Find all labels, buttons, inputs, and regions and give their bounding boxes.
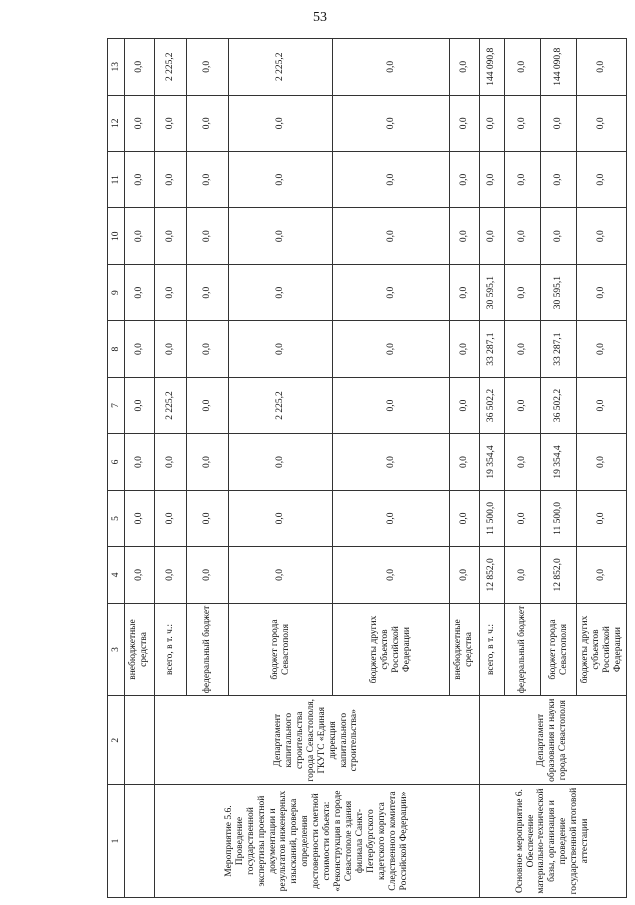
value-cell: 11 500,0: [479, 490, 504, 546]
value-cell: 0,0: [154, 547, 186, 603]
value-cell: 0,0: [186, 39, 228, 96]
value-cell: 2 225,2: [229, 39, 333, 96]
value-cell: 0,0: [154, 95, 186, 151]
value-cell: 0,0: [333, 377, 450, 433]
value-cell: 2 225,2: [154, 377, 186, 433]
value-cell: 30 595,1: [541, 264, 577, 320]
value-cell: 0,0: [186, 152, 228, 208]
executor-cell: Департамент капитального строительства города Севастополя, ГКУГС «Единая дирекция капитального строительства»: [154, 696, 479, 785]
value-cell: 0,0: [333, 39, 450, 96]
source-cell: всего, в т. ч.:: [154, 603, 186, 696]
value-cell: 0,0: [577, 377, 627, 433]
source-cell: внебюджетные средства: [449, 603, 479, 696]
value-cell: 0,0: [333, 547, 450, 603]
value-cell: 12 852,0: [541, 547, 577, 603]
value-cell: 0,0: [449, 321, 479, 377]
source-cell: бюджеты других субъектов Российской Федерации: [333, 603, 450, 696]
value-cell: 19 354,4: [541, 434, 577, 490]
value-cell: 0,0: [505, 377, 541, 433]
col-header: 7: [108, 377, 125, 433]
col-header: 3: [108, 603, 125, 696]
value-cell: 0,0: [154, 208, 186, 264]
value-cell: 0,0: [479, 152, 504, 208]
value-cell: 0,0: [577, 95, 627, 151]
col-header: 4: [108, 547, 125, 603]
value-cell: 0,0: [186, 377, 228, 433]
value-cell: 30 595,1: [479, 264, 504, 320]
value-cell: 0,0: [125, 490, 155, 546]
value-cell: 0,0: [449, 39, 479, 96]
value-cell: 0,0: [577, 208, 627, 264]
value-cell: 0,0: [229, 547, 333, 603]
source-cell: бюджеты других субъектов Российской Федерации: [577, 603, 627, 696]
value-cell: 0,0: [186, 95, 228, 151]
value-cell: 0,0: [333, 264, 450, 320]
value-cell: 0,0: [333, 152, 450, 208]
source-cell: бюджет города Севастополя: [229, 603, 333, 696]
value-cell: 0,0: [125, 39, 155, 96]
value-cell: 0,0: [449, 547, 479, 603]
value-cell: 0,0: [505, 39, 541, 96]
value-cell: 144 090,8: [541, 39, 577, 96]
value-cell: 11 500,0: [541, 490, 577, 546]
value-cell: 36 502,2: [479, 377, 504, 433]
value-cell: 0,0: [541, 95, 577, 151]
col-header: 9: [108, 264, 125, 320]
value-cell: 0,0: [449, 434, 479, 490]
value-cell: 0,0: [505, 264, 541, 320]
value-cell: 0,0: [449, 490, 479, 546]
value-cell: 0,0: [577, 152, 627, 208]
value-cell: 0,0: [186, 547, 228, 603]
value-cell: 0,0: [125, 264, 155, 320]
value-cell: 144 090,8: [479, 39, 504, 96]
value-cell: 0,0: [505, 547, 541, 603]
value-cell: 0,0: [577, 264, 627, 320]
activity-name-cell: Мероприятие 5.6. Проведение государственной экспертизы проектной документации и результатов инженерных изысканий, проверка определения достоверности сметной стоимости объекта: «Реконструкция в городе Севастополе здания филиала Санкт-Петербургского кадетского корпуса Следственного комитета Российской Федерации»: [154, 785, 479, 898]
rotated-table-container: [107, 38, 627, 898]
value-cell: 0,0: [505, 208, 541, 264]
value-cell: 0,0: [125, 547, 155, 603]
source-cell: федеральный бюджет: [186, 603, 228, 696]
value-cell: 0,0: [229, 264, 333, 320]
value-cell: 0,0: [333, 208, 450, 264]
value-cell: 0,0: [229, 208, 333, 264]
value-cell: 0,0: [154, 321, 186, 377]
table-row: [125, 39, 155, 898]
value-cell: 0,0: [479, 95, 504, 151]
col-header: 5: [108, 490, 125, 546]
value-cell: 2 225,2: [229, 377, 333, 433]
source-cell: всего, в т. ч.:: [479, 603, 504, 696]
value-cell: 0,0: [229, 152, 333, 208]
value-cell: 0,0: [186, 264, 228, 320]
value-cell: 0,0: [125, 152, 155, 208]
value-cell: 0,0: [125, 95, 155, 151]
col-header: 12: [108, 95, 125, 151]
source-cell: бюджет города Севастополя: [541, 603, 577, 696]
value-cell: 36 502,2: [541, 377, 577, 433]
value-cell: 0,0: [577, 321, 627, 377]
page-number: 53: [313, 10, 327, 25]
value-cell: 0,0: [449, 264, 479, 320]
table-row: [479, 39, 504, 898]
value-cell: 0,0: [541, 208, 577, 264]
value-cell: 0,0: [333, 95, 450, 151]
col-header: 1: [108, 785, 125, 898]
value-cell: 0,0: [505, 152, 541, 208]
budget-table: [107, 38, 627, 898]
value-cell: 0,0: [449, 377, 479, 433]
value-cell: 0,0: [541, 152, 577, 208]
cell-empty: [125, 785, 155, 898]
value-cell: 0,0: [449, 95, 479, 151]
source-cell: внебюджетные средства: [125, 603, 155, 696]
col-header: 11: [108, 152, 125, 208]
value-cell: 19 354,4: [479, 434, 504, 490]
value-cell: 0,0: [125, 434, 155, 490]
value-cell: 0,0: [577, 547, 627, 603]
value-cell: 33 287,1: [541, 321, 577, 377]
value-cell: 0,0: [186, 434, 228, 490]
executor-cell: Департамент образования и науки города Севастополя: [479, 696, 626, 785]
value-cell: 0,0: [229, 490, 333, 546]
value-cell: 0,0: [125, 377, 155, 433]
col-header: 2: [108, 696, 125, 785]
value-cell: 0,0: [505, 95, 541, 151]
value-cell: 0,0: [125, 321, 155, 377]
source-cell: федеральный бюджет: [505, 603, 541, 696]
value-cell: 0,0: [229, 321, 333, 377]
value-cell: 0,0: [154, 434, 186, 490]
col-header: 8: [108, 321, 125, 377]
value-cell: 0,0: [505, 434, 541, 490]
col-header: 6: [108, 434, 125, 490]
value-cell: 0,0: [333, 490, 450, 546]
value-cell: 0,0: [229, 434, 333, 490]
value-cell: 0,0: [154, 490, 186, 546]
value-cell: 0,0: [449, 152, 479, 208]
header-row: [108, 39, 125, 898]
value-cell: 0,0: [577, 490, 627, 546]
value-cell: 0,0: [154, 264, 186, 320]
value-cell: 0,0: [154, 152, 186, 208]
value-cell: 0,0: [186, 321, 228, 377]
value-cell: 0,0: [449, 208, 479, 264]
value-cell: 0,0: [577, 39, 627, 96]
value-cell: 2 225,2: [154, 39, 186, 96]
value-cell: 0,0: [505, 321, 541, 377]
value-cell: 0,0: [333, 321, 450, 377]
value-cell: 12 852,0: [479, 547, 504, 603]
col-header: 13: [108, 39, 125, 96]
value-cell: 0,0: [505, 490, 541, 546]
col-header: 10: [108, 208, 125, 264]
value-cell: 0,0: [333, 434, 450, 490]
value-cell: 33 287,1: [479, 321, 504, 377]
value-cell: 0,0: [229, 95, 333, 151]
table-row: [154, 39, 186, 898]
value-cell: 0,0: [479, 208, 504, 264]
value-cell: 0,0: [186, 490, 228, 546]
value-cell: 0,0: [186, 208, 228, 264]
value-cell: 0,0: [125, 208, 155, 264]
value-cell: 0,0: [577, 434, 627, 490]
cell-empty: [125, 696, 155, 785]
activity-name-cell: Основное мероприятие 6. Обеспечение материально-технической базы, организация и проведение государственной итоговой аттестации: [479, 785, 626, 898]
